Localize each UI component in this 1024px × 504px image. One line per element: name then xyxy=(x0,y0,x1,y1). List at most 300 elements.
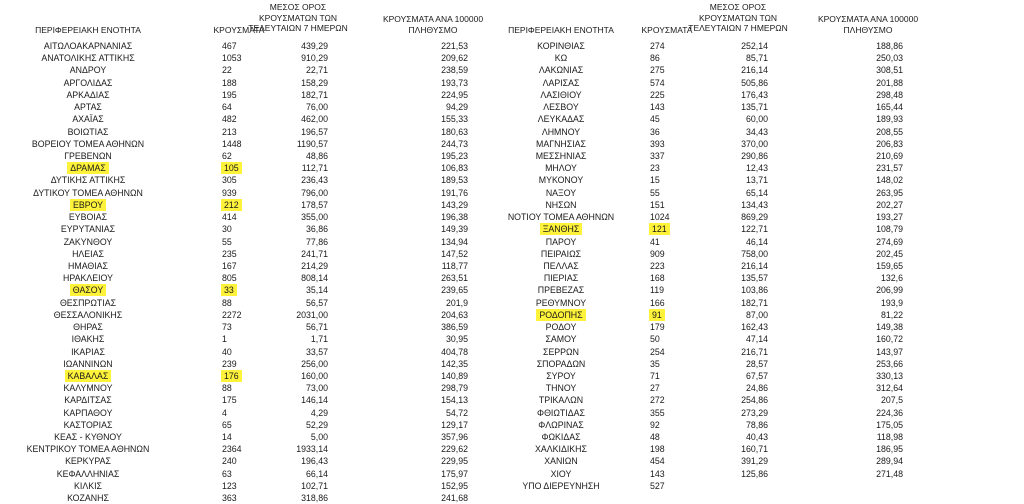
table-row xyxy=(0,89,1024,101)
region-name-text: ΘΕΣΠΡΩΤΙΑΣ xyxy=(59,297,117,308)
table-row xyxy=(0,272,1024,284)
per100k-value: 118,98 xyxy=(876,432,903,443)
right-header-per100k-line: ΚΡΟΥΣΜΑΤΑ ΑΝΑ 100000 xyxy=(817,14,919,24)
avg7-value: 56,57 xyxy=(305,297,328,308)
avg7-value: 1190,57 xyxy=(296,138,328,149)
avg7-value: 34,43 xyxy=(745,126,768,137)
cases-value-text: 36 xyxy=(650,126,660,137)
cases-value xyxy=(650,382,660,394)
per100k-value: 106,83 xyxy=(441,163,468,174)
cases-value xyxy=(650,113,660,125)
left-header-avg7-line: ΚΡΟΥΣΜΑΤΩΝ ΤΩΝ xyxy=(259,12,337,23)
cases-value-text: 337 xyxy=(650,150,665,161)
avg7-value: 160,71 xyxy=(741,444,768,455)
avg7-value: 290,86 xyxy=(741,150,768,161)
avg7-value: 216,14 xyxy=(741,260,768,271)
cases-value-text: 143 xyxy=(650,102,665,113)
region-name-text: ΓΡΕΒΕΝΩΝ xyxy=(64,150,112,161)
right-header-cases: ΚΡΟΥΣΜΑΤΑ xyxy=(641,25,693,35)
avg7-value: 125,86 xyxy=(741,468,768,479)
region-name xyxy=(476,52,646,64)
avg7-value: 182,71 xyxy=(301,89,328,100)
cases-value xyxy=(650,187,660,199)
region-name-text: ΕΥΒΟΙΑΣ xyxy=(68,212,108,223)
right-header-region: ΠΕΡΙΦΕΡΕΙΑΚΗ ΕΝΟΤΗΤΑ xyxy=(508,25,614,35)
table-row xyxy=(0,346,1024,358)
region-name xyxy=(476,199,646,211)
cases-value xyxy=(650,443,665,455)
avg7-value: 214,29 xyxy=(301,260,328,271)
region-name-text: ΘΗΡΑΣ xyxy=(73,322,103,333)
per100k-value: 202,27 xyxy=(876,199,903,210)
cases-value xyxy=(650,455,665,467)
cases-value-text: 55 xyxy=(650,187,660,198)
region-name-text: ΡΟΔΟΠΗΣ xyxy=(539,309,583,320)
region-name-text: ΠΕΛΛΑΣ xyxy=(543,260,579,271)
region-name-text: ΤΡΙΚΑΛΩΝ xyxy=(538,395,584,406)
table-row xyxy=(0,333,1024,345)
cases-value xyxy=(650,101,665,113)
left-header-avg7-line: ΜΕΣΟΣ ΟΡΟΣ xyxy=(269,2,327,12)
per100k-value: 196,38 xyxy=(441,212,468,223)
cases-value-text: 805 xyxy=(222,273,237,284)
avg7-value: 122,71 xyxy=(741,224,768,235)
avg7-value: 869,29 xyxy=(741,212,768,223)
per100k-value: 357,96 xyxy=(441,432,468,443)
table-row xyxy=(0,370,1024,382)
region-name xyxy=(476,468,646,480)
region-name-text: ΠΡΕΒΕΖΑΣ xyxy=(537,285,585,296)
region-name-text: ΜΗΛΟΥ xyxy=(545,163,577,174)
avg7-value: 146,14 xyxy=(301,395,328,406)
avg7-value: 85,71 xyxy=(745,53,768,64)
region-name-text: ΜΑΓΝΗΣΙΑΣ xyxy=(536,138,586,149)
region-name-text: ΕΒΡΟΥ xyxy=(72,199,104,210)
per100k-value: 289,94 xyxy=(876,456,903,467)
region-name-text: ΧΙΟΥ xyxy=(550,468,572,479)
cases-value xyxy=(650,52,660,64)
table-row xyxy=(0,126,1024,138)
avg7-value: 66,14 xyxy=(305,468,328,479)
cases-value-text: 88 xyxy=(222,383,232,394)
region-name-text: ΧΑΛΚΙΔΙΚΗΣ xyxy=(535,444,587,455)
cases-value xyxy=(650,407,665,419)
region-name-text: ΘΕΣΣΑΛΟΝΙΚΗΣ xyxy=(53,309,123,320)
table-row xyxy=(0,407,1024,419)
region-name-text: ΣΥΡΟΥ xyxy=(546,370,576,381)
right-header-avg7-line: ΚΡΟΥΣΜΑΤΩΝ ΤΩΝ xyxy=(699,12,777,23)
avg7-value: 60,00 xyxy=(745,114,768,125)
table-row xyxy=(0,443,1024,455)
cases-value xyxy=(650,431,660,443)
region-name xyxy=(476,321,646,333)
per100k-value: 308,51 xyxy=(876,65,903,76)
per100k-value: 206,99 xyxy=(876,285,903,296)
cases-value xyxy=(650,150,665,162)
region-name-text: ΡΕΘΥΜΝΟΥ xyxy=(535,297,587,308)
region-name-text: ΦΩΚΙΔΑΣ xyxy=(541,432,581,443)
cases-value xyxy=(650,272,665,284)
per100k-value: 175,05 xyxy=(876,419,903,430)
cases-value-text: 167 xyxy=(222,260,237,271)
avg7-value: 102,71 xyxy=(301,480,328,491)
region-name xyxy=(476,174,646,186)
avg7-value: 135,71 xyxy=(741,102,768,113)
cases-value xyxy=(650,284,664,296)
region-name xyxy=(476,89,646,101)
right-header-avg7 xyxy=(683,2,793,34)
cases-value xyxy=(650,419,660,431)
per100k-value: 298,79 xyxy=(441,383,468,394)
cases-value-text: 239 xyxy=(222,358,237,369)
region-name xyxy=(476,162,646,174)
per100k-value: 201,88 xyxy=(876,77,903,88)
region-name-text: ΦΛΩΡΙΝΑΣ xyxy=(538,419,584,430)
avg7-value: 910,29 xyxy=(301,53,328,64)
left-header-avg7-line: ΤΕΛΕΥΤΑΙΩΝ 7 ΗΜΕΡΩΝ xyxy=(248,23,348,33)
cases-value-text: 240 xyxy=(222,456,237,467)
cases-value-text: 939 xyxy=(222,187,237,198)
region-name xyxy=(476,64,646,76)
region-name-text: ΚΟΡΙΝΘΙΑΣ xyxy=(537,41,585,51)
cases-value-text: 86 xyxy=(650,53,660,64)
cases-value-text: 50 xyxy=(650,334,660,345)
avg7-value: 216,14 xyxy=(741,65,768,76)
table-row xyxy=(0,174,1024,186)
per100k-value: 54,72 xyxy=(445,407,468,418)
region-name-text: ΥΠΟ ΔΙΕΡΕΥΝΗΣΗ xyxy=(522,480,600,491)
per100k-value: 165,44 xyxy=(876,102,903,113)
table-row xyxy=(0,431,1024,443)
region-name xyxy=(476,150,646,162)
region-name xyxy=(476,40,646,52)
table-row xyxy=(0,382,1024,394)
cases-value-text: 71 xyxy=(650,370,660,381)
table-row xyxy=(0,236,1024,248)
table-row xyxy=(0,113,1024,125)
cases-value-text: 235 xyxy=(222,248,237,259)
cases-value-text: 65 xyxy=(222,419,232,430)
cases-value-text: 414 xyxy=(222,212,237,223)
region-name xyxy=(476,297,646,309)
avg7-value: 758,00 xyxy=(741,248,768,259)
region-name-text: ΚΕΝΤΡΙΚΟΥ ΤΟΜΕΑ ΑΘΗΝΩΝ xyxy=(26,444,150,455)
per100k-value: 189,53 xyxy=(441,175,468,186)
per100k-value: 152,95 xyxy=(441,480,468,491)
region-name xyxy=(476,394,646,406)
per100k-value: 238,59 xyxy=(441,65,468,76)
avg7-value: 370,00 xyxy=(741,138,768,149)
avg7-value: 439,29 xyxy=(301,41,328,51)
region-name-text: ΙΩΑΝΝΙΝΩΝ xyxy=(63,358,113,369)
avg7-value: 1,71 xyxy=(310,334,328,345)
table-row xyxy=(0,199,1024,211)
region-name-text: ΚΩ xyxy=(554,53,568,64)
avg7-value: 65,14 xyxy=(745,187,768,198)
region-name-text: ΚΑΒΑΛΑΣ xyxy=(67,370,109,381)
region-name-text: ΚΑΡΔΙΤΣΑΣ xyxy=(64,395,112,406)
region-name-text: ΑΡΤΑΣ xyxy=(74,102,102,113)
per100k-value: 149,39 xyxy=(441,224,468,235)
region-name-text: ΝΗΣΩΝ xyxy=(545,199,577,210)
avg7-value: 505,86 xyxy=(741,77,768,88)
per100k-value: 224,36 xyxy=(876,407,903,418)
cases-value-text: 143 xyxy=(650,468,665,479)
avg7-value: 252,14 xyxy=(741,41,768,51)
per100k-value: 210,69 xyxy=(876,150,903,161)
region-name-text: ΛΕΣΒΟΥ xyxy=(543,102,579,113)
cases-value xyxy=(650,480,665,492)
avg7-value: 87,00 xyxy=(745,309,768,320)
table-row xyxy=(0,77,1024,89)
avg7-value: 13,71 xyxy=(745,175,768,186)
avg7-value: 67,57 xyxy=(745,370,768,381)
region-name-text: ΗΡΑΚΛΕΙΟΥ xyxy=(63,273,113,284)
avg7-value: 33,57 xyxy=(305,346,328,357)
cases-value-text: 527 xyxy=(650,480,665,491)
table-row xyxy=(0,492,1024,504)
region-name-text: ΛΗΜΝΟΥ xyxy=(541,126,581,137)
table-row xyxy=(0,284,1024,296)
avg7-value: 216,71 xyxy=(741,346,768,357)
region-name-text: ΙΚΑΡΙΑΣ xyxy=(71,346,105,357)
table-row xyxy=(0,52,1024,64)
region-name-text: ΚΕΦΑΛΛΗΝΙΑΣ xyxy=(56,468,120,479)
cases-value-text: 195 xyxy=(222,89,237,100)
avg7-value: 808,14 xyxy=(301,273,328,284)
region-name-text: ΑΝΑΤΟΛΙΚΗΣ ΑΤΤΙΚΗΣ xyxy=(41,53,135,64)
region-name-text: ΑΧΑΪΑΣ xyxy=(72,114,104,125)
cases-value-text: 482 xyxy=(222,114,237,125)
cases-value-text: 55 xyxy=(222,236,232,247)
avg7-value: 112,71 xyxy=(301,163,328,174)
avg7-value: 182,71 xyxy=(741,297,768,308)
cases-value-text: 27 xyxy=(650,383,660,394)
region-name-text: ΚΕΡΚΥΡΑΣ xyxy=(65,456,111,467)
per100k-value: 193,73 xyxy=(441,77,468,88)
avg7-value: 158,29 xyxy=(301,77,328,88)
region-name-text: ΦΘΙΩΤΙΔΑΣ xyxy=(537,407,585,418)
cases-value xyxy=(222,492,237,504)
region-name-text: ΠΙΕΡΙΑΣ xyxy=(543,273,579,284)
per100k-value: 195,23 xyxy=(441,150,468,161)
region-name xyxy=(476,309,646,321)
table-row xyxy=(0,297,1024,309)
per100k-value: 386,59 xyxy=(441,322,468,333)
region-name xyxy=(476,113,646,125)
table-row xyxy=(0,309,1024,321)
region-name-text: ΚΕΑΣ - ΚΥΘΝΟΥ xyxy=(54,432,122,443)
per100k-value: 134,94 xyxy=(441,236,468,247)
cases-value-text: 63 xyxy=(222,468,232,479)
avg7-value: 52,29 xyxy=(305,419,328,430)
region-name-text: ΚΑΡΠΑΘΟΥ xyxy=(63,407,113,418)
avg7-value: 5,00 xyxy=(310,432,328,443)
cases-value-text: 454 xyxy=(650,456,665,467)
avg7-value: 77,86 xyxy=(305,236,328,247)
per100k-value: 189,93 xyxy=(876,114,903,125)
cases-value xyxy=(650,40,665,52)
cases-value xyxy=(650,260,665,272)
per100k-value: 229,62 xyxy=(441,444,468,455)
table-row xyxy=(0,162,1024,174)
avg7-value: 196,43 xyxy=(301,456,328,467)
region-name-text: ΛΑΚΩΝΙΑΣ xyxy=(538,65,584,76)
region-name-text: ΠΑΡΟΥ xyxy=(545,236,577,247)
per100k-value: 204,63 xyxy=(441,309,468,320)
region-name-text: ΗΜΑΘΙΑΣ xyxy=(68,260,108,271)
region-name-text: ΔΥΤΙΚΟΥ ΤΟΜΕΑ ΑΘΗΝΩΝ xyxy=(33,187,143,198)
cases-value xyxy=(650,126,660,138)
cases-value xyxy=(650,394,665,406)
cases-value-text: 179 xyxy=(650,322,665,333)
table-row xyxy=(0,223,1024,235)
per100k-value: 202,45 xyxy=(876,248,903,259)
cases-value-text: 166 xyxy=(650,297,665,308)
region-name xyxy=(476,126,646,138)
region-name-text: ΝΟΤΙΟΥ ΤΟΜΕΑ ΑΘΗΝΩΝ xyxy=(507,212,615,223)
avg7-value: 35,14 xyxy=(305,285,328,296)
cases-value xyxy=(650,174,660,186)
per100k-value: 108,79 xyxy=(876,224,903,235)
region-name xyxy=(476,455,646,467)
avg7-value: 4,29 xyxy=(310,407,328,418)
region-name xyxy=(476,346,646,358)
cases-value-text: 91 xyxy=(652,309,662,320)
cases-value-text: 175 xyxy=(222,395,237,406)
avg7-value: 196,57 xyxy=(301,126,328,137)
table-row xyxy=(0,248,1024,260)
cases-value xyxy=(650,89,665,101)
region-name xyxy=(476,419,646,431)
region-name-text: ΛΑΡΙΣΑΣ xyxy=(542,77,580,88)
cases-value-text: 176 xyxy=(224,370,239,381)
cases-value-text: 355 xyxy=(650,407,665,418)
avg7-value: 273,29 xyxy=(741,407,768,418)
left-header-per100k xyxy=(368,14,498,35)
per100k-value: 274,69 xyxy=(876,236,903,247)
cases-value-text: 574 xyxy=(650,77,665,88)
cases-value xyxy=(650,297,665,309)
region-name-text: ΒΟΡΕΙΟΥ ΤΟΜΕΑ ΑΘΗΝΩΝ xyxy=(31,138,145,149)
cases-value xyxy=(650,321,665,333)
table-row xyxy=(0,394,1024,406)
cases-value xyxy=(650,333,660,345)
region-name-text: ΙΘΑΚΗΣ xyxy=(71,334,105,345)
region-name-text: ΚΟΖΑΝΗΣ xyxy=(67,493,109,504)
left-header-per100k-line: ΚΡΟΥΣΜΑΤΑ ΑΝΑ 100000 xyxy=(382,14,484,24)
cases-value-text: 14 xyxy=(222,432,232,443)
region-name-text: ΚΑΛΥΜΝΟΥ xyxy=(63,383,113,394)
cases-value-text: 2364 xyxy=(222,444,242,455)
cases-value-text: 33 xyxy=(224,285,234,296)
cases-value xyxy=(650,236,660,248)
cases-value-text: 1053 xyxy=(222,53,242,64)
region-name-text: ΜΥΚΟΝΟΥ xyxy=(538,175,584,186)
avg7-value: 134,43 xyxy=(741,199,768,210)
region-name xyxy=(476,77,646,89)
per100k-value: 404,78 xyxy=(441,346,468,357)
table-row xyxy=(0,455,1024,467)
per100k-value: 263,95 xyxy=(876,187,903,198)
cases-value-text: 119 xyxy=(650,285,665,296)
avg7-value: 176,43 xyxy=(741,89,768,100)
per100k-value: 147,52 xyxy=(441,248,468,259)
per100k-value: 188,86 xyxy=(876,41,903,51)
region-name-text: ΤΗΝΟΥ xyxy=(545,383,577,394)
per100k-value: 129,17 xyxy=(441,419,468,430)
cases-value-text: 35 xyxy=(650,358,660,369)
region-name-text: ΧΑΝΙΩΝ xyxy=(544,456,578,467)
region-name xyxy=(476,260,646,272)
cases-value-text: 1448 xyxy=(222,138,242,149)
region-name xyxy=(476,138,646,150)
region-name-text: ΛΕΥΚΑΔΑΣ xyxy=(537,114,585,125)
region-name-text: ΒΟΙΩΤΙΑΣ xyxy=(67,126,109,137)
cases-value-text: 62 xyxy=(222,150,232,161)
region-name xyxy=(476,382,646,394)
cases-value-text: 123 xyxy=(222,480,237,491)
cases-value xyxy=(650,211,670,223)
per100k-value: 224,95 xyxy=(441,89,468,100)
cases-value xyxy=(650,64,665,76)
cases-value-text: 92 xyxy=(650,419,660,430)
per100k-value: 231,57 xyxy=(876,163,903,174)
region-name-text: ΣΠΟΡΑΔΩΝ xyxy=(536,358,586,369)
region-name xyxy=(476,333,646,345)
region-name xyxy=(476,284,646,296)
cases-value-text: 23 xyxy=(650,163,660,174)
cases-value-text: 254 xyxy=(650,346,665,357)
region-name-text: ΑΡΚΑΔΙΑΣ xyxy=(66,89,110,100)
cases-value xyxy=(650,223,669,235)
table-row xyxy=(0,468,1024,480)
cases-value-text: 168 xyxy=(650,273,665,284)
table-row xyxy=(0,150,1024,162)
cases-value-text: 2272 xyxy=(222,309,242,320)
avg7-value: 48,86 xyxy=(305,150,328,161)
region-name-text: ΠΕΙΡΑΙΩΣ xyxy=(540,248,582,259)
avg7-value: 796,00 xyxy=(301,187,328,198)
cases-value-text: 305 xyxy=(222,175,237,186)
per100k-value: 201,9 xyxy=(445,297,468,308)
table-row xyxy=(0,321,1024,333)
region-name-text: ΡΟΔΟΥ xyxy=(545,322,577,333)
left-header-per100k-line: ΠΛΗΘΥΣΜΟ xyxy=(408,24,458,35)
cases-value-text: 41 xyxy=(650,236,660,247)
per100k-value: 312,64 xyxy=(876,383,903,394)
region-name-text: ΞΑΝΘΗΣ xyxy=(542,224,580,235)
avg7-value: 47,14 xyxy=(745,334,768,345)
cases-value-text: 64 xyxy=(222,102,232,113)
table-row xyxy=(0,40,1024,52)
avg7-value: 254,86 xyxy=(741,395,768,406)
right-header-per100k xyxy=(803,14,933,35)
cases-value-text: 1024 xyxy=(650,212,670,223)
avg7-value: 391,29 xyxy=(741,456,768,467)
per100k-value: 298,48 xyxy=(876,89,903,100)
per100k-value: 186,95 xyxy=(876,444,903,455)
left-header-region: ΠΕΡΙΦΕΡΕΙΑΚΗ ΕΝΟΤΗΤΑ xyxy=(35,25,141,35)
cases-value xyxy=(650,138,665,150)
cases-value-text: 4 xyxy=(222,407,227,418)
cases-value-text: 48 xyxy=(650,432,660,443)
per100k-value: 148,02 xyxy=(876,175,903,186)
avg7-value: 236,43 xyxy=(301,175,328,186)
region-name-text: ΘΑΣΟΥ xyxy=(72,285,104,296)
table-row xyxy=(0,260,1024,272)
per100k-value: 191,76 xyxy=(441,187,468,198)
